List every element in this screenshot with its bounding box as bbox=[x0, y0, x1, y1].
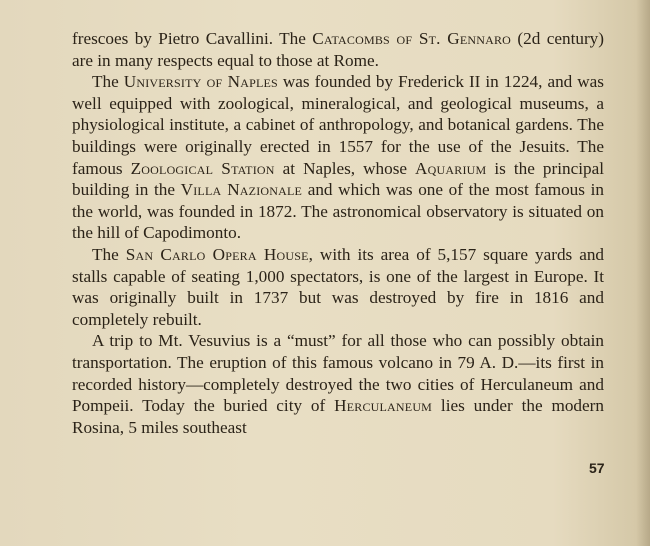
paragraph bbox=[72, 28, 604, 71]
paragraph bbox=[72, 244, 604, 330]
small-caps-term: University of Naples bbox=[123, 72, 278, 92]
text-run: is the principal building in the bbox=[72, 158, 604, 200]
small-caps-term: Herculaneum bbox=[334, 396, 433, 416]
text-run: A trip to Mt. Vesuvius is a “must” for all those who can possibly obtain transportation. The eruption of this famous volcano in 79 A. D.—its first in recorded history—completely destroyed the two cities of Herculaneum and Pompeii. Today the buried city of bbox=[72, 331, 604, 416]
text-run: , with its area of 5,157 square yards and stalls capable of seating 1,000 spectators, is one of the largest in Europe. It was originally built in 1737 but was destroyed by fire in 1816 and completely rebuilt. bbox=[72, 244, 605, 329]
body-text bbox=[72, 28, 604, 438]
text-run: The bbox=[92, 72, 124, 92]
text-run: The bbox=[92, 244, 126, 264]
small-caps-term: Villa Nazionale bbox=[180, 180, 303, 200]
text-run: was founded by Frederick II in 1224, and was well equipped with zoological, mineralogical, and geological museums, a physiological institute, a cabinet of anthropology, and botanical gardens. The buildings were originally erected in 1557 for the use of the Jesuits. The famous bbox=[72, 72, 604, 178]
paragraph bbox=[72, 71, 604, 244]
small-caps-term: Catacombs of St. Gennaro bbox=[312, 29, 512, 48]
text-run: (2d century) are in many respects equal to those at Rome. bbox=[72, 29, 604, 70]
small-caps-term: Zoological Station bbox=[130, 158, 275, 178]
text-run: and which was one of the most famous in the world, was founded in 1872. The astronomical observatory is situated on the hill of Capodimonto. bbox=[72, 180, 604, 243]
text-run: lies under the modern Rosina, 5 miles southeast bbox=[72, 396, 604, 437]
small-caps-term: San Carlo Opera House bbox=[125, 244, 309, 264]
page-edge-shadow bbox=[636, 0, 650, 546]
paragraph bbox=[72, 330, 604, 438]
text-run: at Naples, whose bbox=[274, 158, 416, 178]
small-caps-term: Aquarium bbox=[415, 158, 487, 178]
page-number: 57 bbox=[589, 460, 605, 476]
text-run: frescoes by Pietro Cavallini. The bbox=[72, 29, 313, 48]
